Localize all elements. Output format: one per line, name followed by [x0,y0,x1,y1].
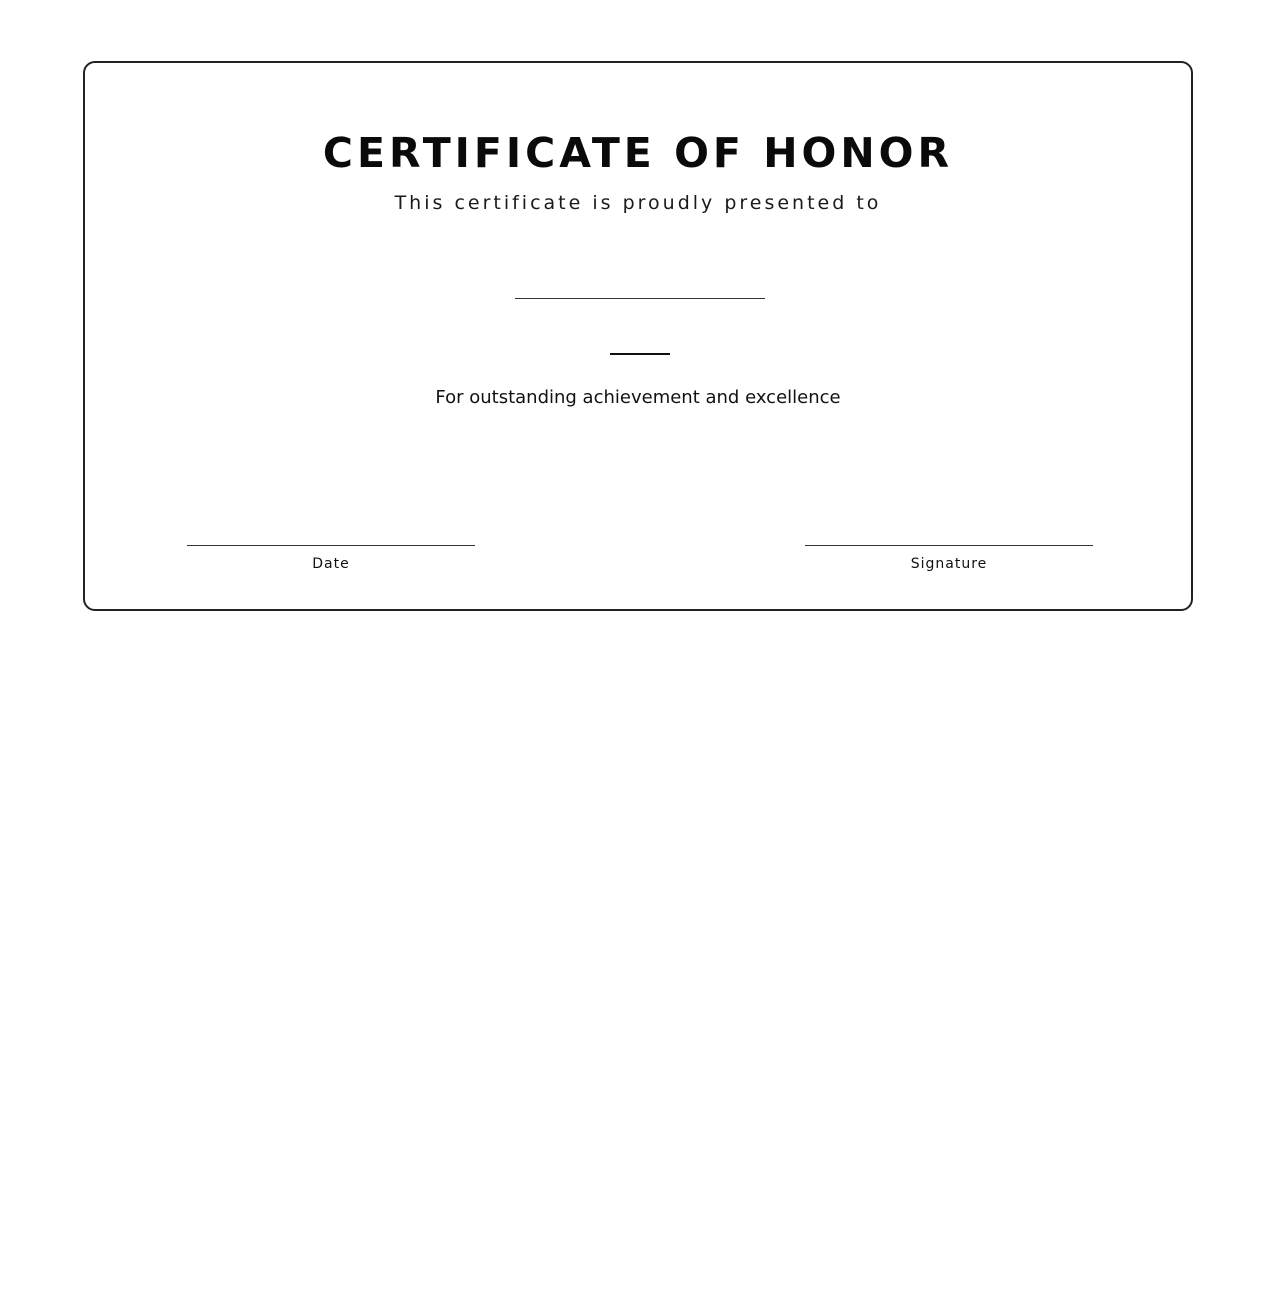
certificate-subtitle: This certificate is proudly presented to [394,192,882,214]
date-block [187,545,475,573]
certificate-card [83,61,1193,611]
certificate-title: CERTIFICATE OF HONOR [322,129,954,177]
signature-block [805,545,1093,573]
date-line [187,545,475,546]
signature-label: Signature [910,556,988,572]
achievement-text: For outstanding achievement and excellence [435,387,841,408]
date-label: Date [312,556,350,572]
signature-line [805,545,1093,546]
recipient-name-line [515,298,765,299]
ornament-divider [610,353,670,355]
